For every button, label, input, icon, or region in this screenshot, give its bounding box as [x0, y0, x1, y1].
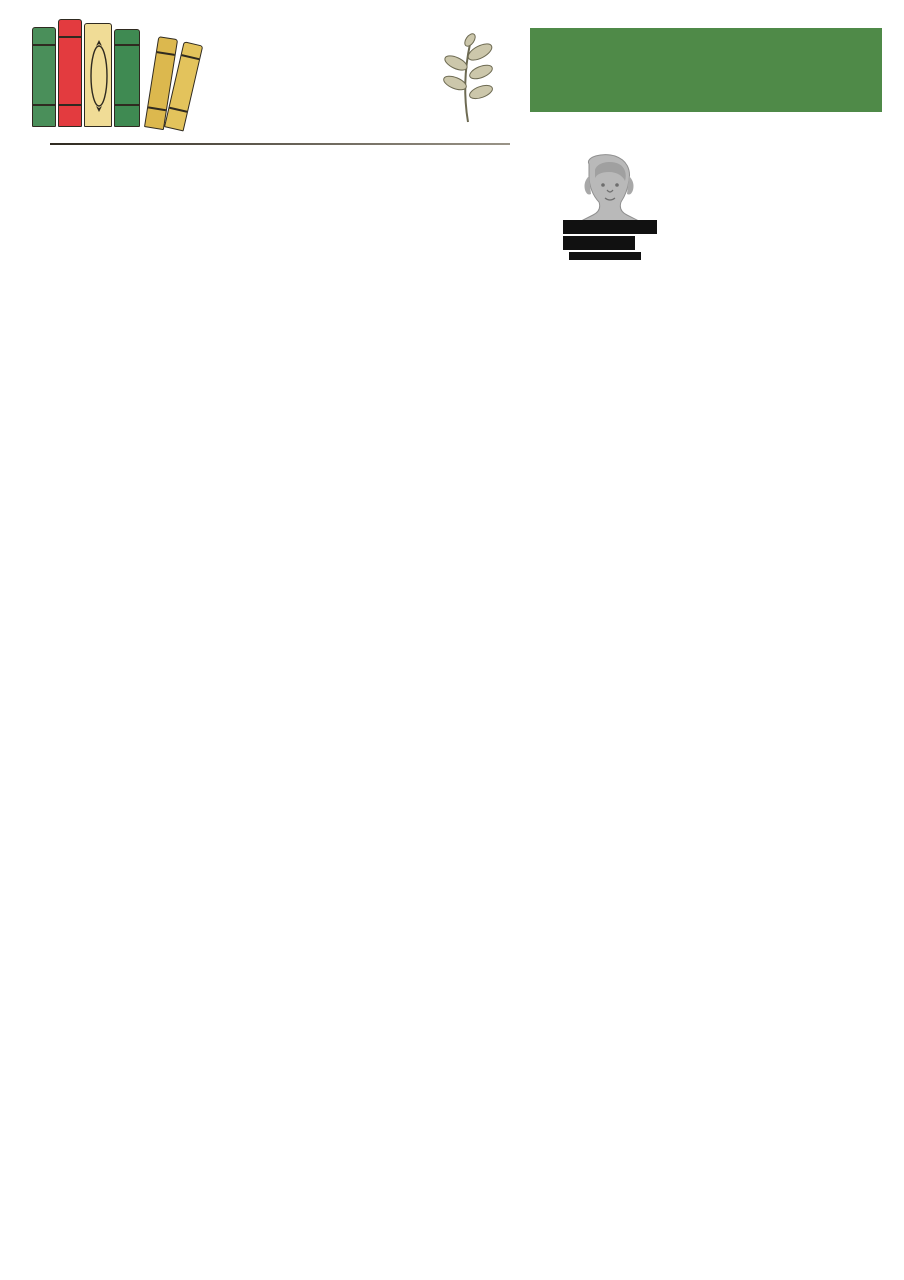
books-illustration — [30, 15, 190, 127]
book-spine — [58, 19, 82, 127]
schedule-table — [0, 292, 904, 1280]
logo-divider — [50, 143, 510, 145]
museum-name-script — [194, 12, 444, 130]
afisha-banner — [530, 28, 882, 112]
book-spine — [84, 23, 112, 127]
museum-logo — [22, 10, 492, 140]
pushkin-bust-icon — [579, 155, 641, 228]
book-spine — [114, 29, 140, 127]
leaf-branch-icon — [434, 30, 496, 125]
pushkin-card-logo — [545, 152, 675, 260]
book-spine — [32, 27, 56, 127]
poster-header — [0, 0, 904, 150]
